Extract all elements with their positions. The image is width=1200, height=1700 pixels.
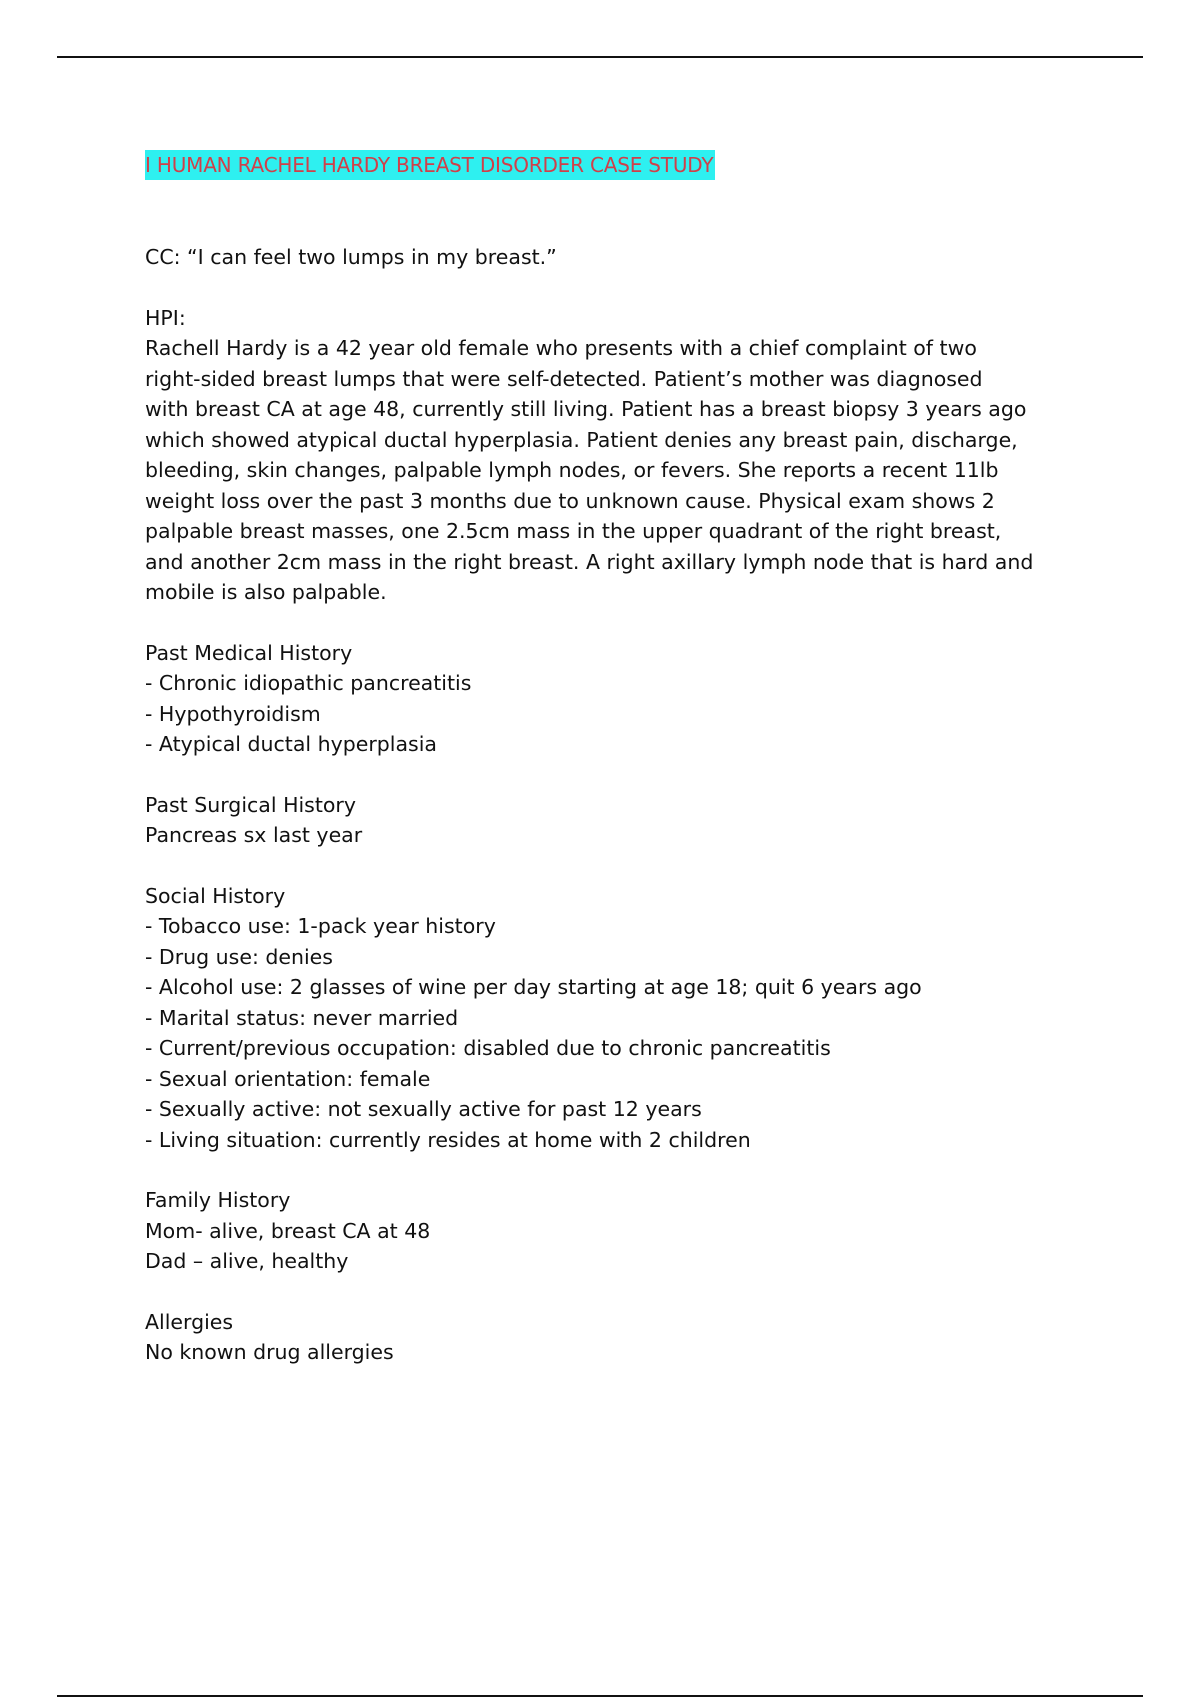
hpi-line: with breast CA at age 48, currently still living. Patient has a breast biopsy 3 years ago — [145, 397, 1027, 421]
bottom-rule — [57, 1695, 1143, 1697]
social-history — [145, 881, 1085, 1156]
pmh-heading: Past Medical History — [145, 640, 353, 665]
past-medical-history — [145, 638, 1085, 760]
hpi-heading: HPI: — [145, 305, 186, 330]
hpi-line: right-sided breast lumps that were self-detected. Patient’s mother was diagnosed — [145, 366, 983, 391]
family-history — [145, 1185, 1085, 1277]
list-item: - Drug use: denies — [145, 942, 1085, 973]
psh-text: Pancreas sx last year — [145, 823, 363, 847]
list-item: - Tobacco use: 1-pack year history — [145, 911, 1085, 942]
list-item: - Atypical ductal hyperplasia — [145, 729, 1085, 760]
document-body — [145, 150, 1085, 1398]
allergies-text: No known drug allergies — [145, 1340, 394, 1364]
hpi-line: which showed atypical ductal hyperplasia. Patient denies any breast pain, discharge, — [145, 427, 1018, 452]
allergies — [145, 1307, 1085, 1368]
hpi-line: and another 2cm mass in the right breast. A right axillary lymph node that is hard and — [145, 549, 1034, 574]
psh-heading: Past Surgical History — [145, 792, 356, 817]
family-line: Dad – alive, healthy — [145, 1249, 349, 1273]
social-heading: Social History — [145, 883, 286, 908]
hpi-section — [145, 303, 1085, 608]
family-line: Mom- alive, breast CA at 48 — [145, 1218, 431, 1243]
past-surgical-history — [145, 790, 1085, 851]
hpi-line: weight loss over the past 3 months due to unknown cause. Physical exam shows 2 — [145, 488, 995, 513]
hpi-line: Rachell Hardy is a 42 year old female who presents with a chief complaint of two — [145, 336, 977, 360]
list-item: - Living situation: currently resides at home with 2 children — [145, 1125, 1085, 1156]
social-list — [145, 911, 1085, 1155]
document-title: I HUMAN RACHEL HARDY BREAST DISORDER CASE STUDY — [145, 150, 715, 180]
hpi-line: palpable breast masses, one 2.5cm mass in the upper quadrant of the right breast, — [145, 519, 1002, 543]
top-rule — [57, 56, 1143, 58]
hpi-line: bleeding, skin changes, palpable lymph nodes, or fevers. She reports a recent 11lb — [145, 458, 999, 482]
list-item: - Alcohol use: 2 glasses of wine per day starting at age 18; quit 6 years ago — [145, 972, 1085, 1003]
chief-complaint-text: CC: “I can feel two lumps in my breast.” — [145, 245, 557, 269]
list-item: - Sexually active: not sexually active for past 12 years — [145, 1094, 1085, 1125]
family-heading: Family History — [145, 1188, 291, 1212]
title-wrapper — [145, 150, 1085, 180]
allergies-heading: Allergies — [145, 1309, 234, 1334]
hpi-line: mobile is also palpable. — [145, 580, 387, 604]
list-item: - Chronic idiopathic pancreatitis — [145, 668, 1085, 699]
list-item: - Current/previous occupation: disabled due to chronic pancreatitis — [145, 1033, 1085, 1064]
chief-complaint — [145, 242, 1085, 273]
list-item: - Marital status: never married — [145, 1003, 1085, 1034]
list-item: - Sexual orientation: female — [145, 1064, 1085, 1095]
list-item: - Hypothyroidism — [145, 699, 1085, 730]
pmh-list — [145, 668, 1085, 760]
